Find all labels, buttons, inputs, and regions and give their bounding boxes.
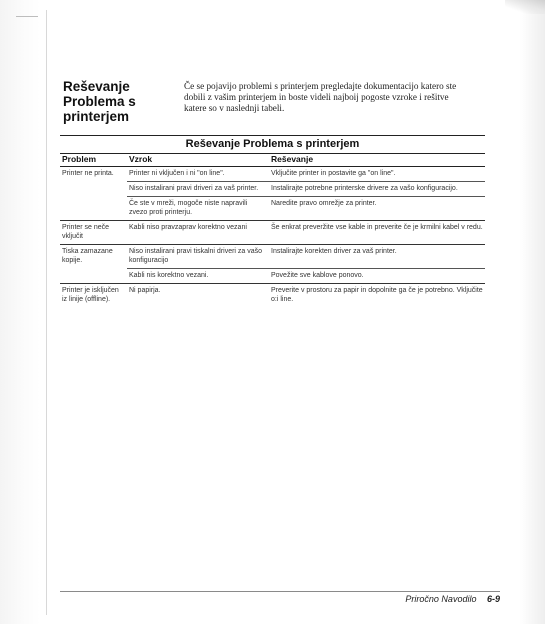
scan-corner-shadow: [505, 0, 545, 14]
column-header-problem: Problem: [60, 153, 127, 167]
table-row: [60, 197, 485, 221]
solution-cell: Instalirajte korekten driver za vaš printer.: [269, 245, 485, 269]
footer-manual-title: Priročno Navodilo: [405, 594, 477, 604]
cause-cell: Niso instalirani pravi driveri za vaš printer.: [127, 182, 269, 197]
table-row: [60, 221, 485, 245]
problem-cell: Printer je isključen iz linije (offline).: [60, 284, 127, 308]
solution-cell: Še enkrat preveržite vse kable in preverite če je krmilni kabel v redu.: [269, 221, 485, 245]
solution-cell: Vključite printer in postavite ga "on line".: [271, 170, 396, 177]
solution-cell: Povežite sve kablove ponovo.: [269, 269, 485, 284]
solution-cell: Preverite v prostoru za papir in dopolnite ga če je potrebno. Vključite o:i line.: [269, 284, 485, 308]
column-header-cause: Vzrok: [127, 153, 269, 167]
intro-paragraph: Če se pojavijo problemi s printerjem pregledajte dokumentacijo katero ste dobili z vašim printerjem in boste videli najboij pogoste vzroke i rešitve katere so v naslednji tabeli.: [184, 81, 457, 113]
solution-cell: Naredite pravo omrežje za printer.: [269, 197, 485, 221]
cause-cell: Ni papirja.: [127, 284, 269, 308]
table-title: Reševanje Problema s printerjem: [60, 135, 485, 154]
problem-cell: [60, 269, 127, 284]
problem-cell: Tiska zamazane kopije.: [60, 245, 127, 269]
table-row: [60, 245, 485, 269]
page-number: 6-9: [486, 594, 500, 604]
table-row: [60, 182, 485, 197]
problem-cell: [60, 182, 127, 197]
cause-cell: Če ste v mreži, mogoče niste napravili zvezo proti printerju.: [127, 197, 269, 221]
troubleshooting-table: [60, 153, 485, 307]
table-row: [60, 284, 485, 308]
table-header-row: [60, 153, 485, 167]
column-header-solution: Reševanje: [269, 153, 485, 167]
problem-cell: Printer se neče vključit: [60, 221, 127, 245]
cause-cell: Printer ni vključen i ni "on line".: [129, 170, 225, 177]
problem-cell: [60, 197, 127, 221]
cause-cell: Kabli nis korektno vezani.: [127, 269, 269, 284]
scan-mark: [16, 16, 38, 17]
cause-cell: Niso instalirani pravi tiskalni driveri za vašo konfiguracijo: [127, 245, 269, 269]
solution-cell: Instalirajte potrebne printerske drivere za vašo konfiguracijo.: [269, 182, 485, 197]
binding-margin-line: [46, 10, 47, 615]
footer-rule: [60, 591, 500, 592]
table-row: [60, 269, 485, 284]
page-footer: [360, 593, 500, 605]
cause-cell: Kabli niso pravzaprav korektno vezani: [127, 221, 269, 245]
section-title: Reševanje Problema s printerjem: [63, 79, 136, 124]
table-row: [60, 167, 485, 182]
problem-cell: Printer ne printa.: [62, 170, 114, 177]
